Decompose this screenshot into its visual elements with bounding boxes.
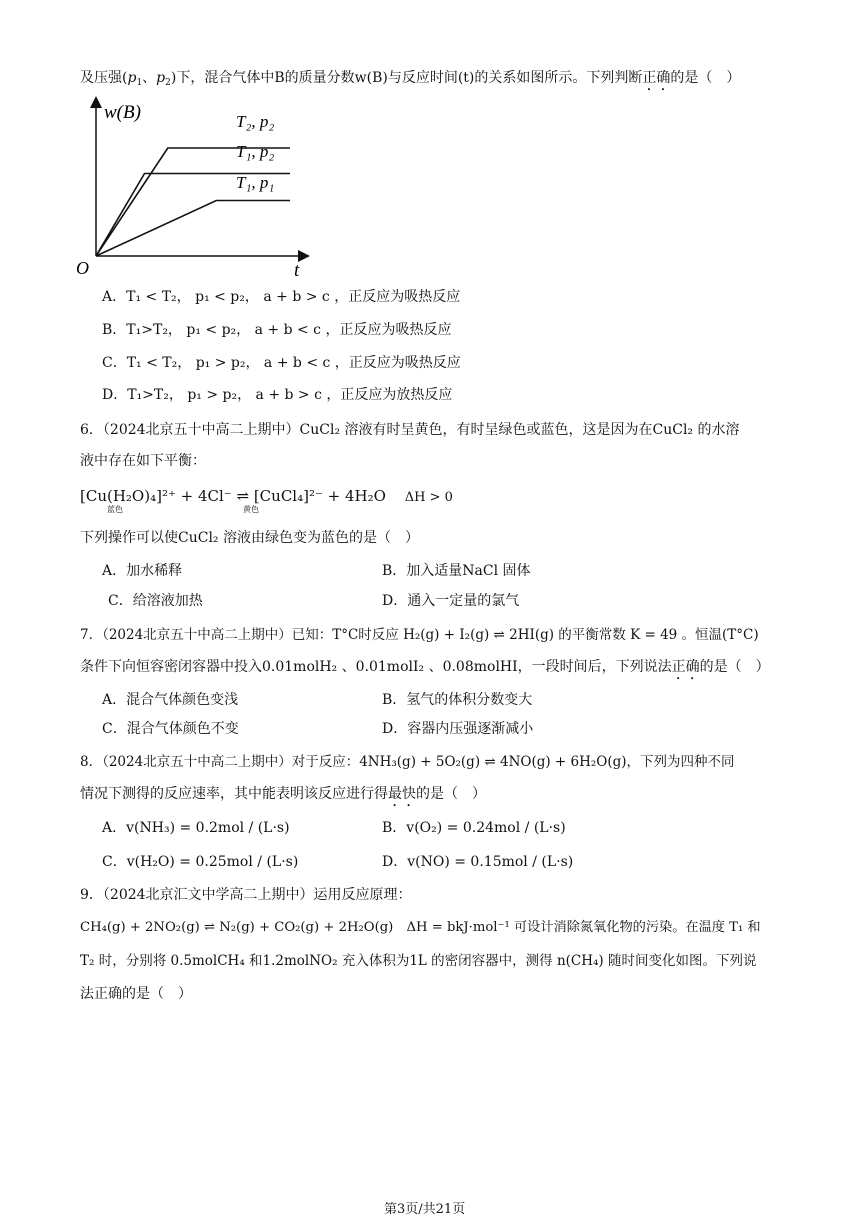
q9-line2: CH₄(g) + 2NO₂(g) ⇌ N₂(g) + CO₂(g) + 2H₂O(g) ΔH = bkJ·mol⁻¹ 可设计消除氮氧化物的污染。在温度 T₁ 和 — [80, 920, 761, 935]
curve-t2p2 — [96, 148, 290, 256]
q7-option-d-letter: D． — [382, 721, 408, 737]
q8-line1: 8．（2024北京五十中高二上期中）对于反应：4NH₃(g) + 5O₂(g) ⇌ 4NO(g) + 6H₂O(g)，下列为四种不同 — [80, 754, 735, 770]
q8-option-a-text: v(NH₃) = 0.2mol / (L·s) — [126, 820, 290, 836]
x-axis-label: t — [294, 260, 300, 281]
q8-option-a-letter: A． — [102, 820, 127, 836]
q8-option-d-text: v(NO) = 0.15mol / (L·s) — [407, 854, 574, 870]
q6-option-d-text: 通入一定量的氯气 — [407, 593, 520, 609]
q8-line2 — [80, 784, 486, 810]
q6-option-a-text: 加水稀释 — [126, 563, 183, 579]
q5-intro-p2-sub: 2 — [165, 78, 171, 88]
q6-option-b-text: 加入适量NaCl 固体 — [406, 563, 531, 579]
q7-option-c-letter: C． — [102, 721, 127, 737]
q6-equation-dh: ΔH > 0 — [404, 490, 453, 505]
q8-option-c-letter: C． — [102, 854, 127, 870]
q8-option-d — [382, 852, 573, 872]
y-axis-label: w(B) — [104, 102, 141, 123]
q6-equation-text: [Cu(H₂O)₄]²⁺ + 4Cl⁻ ⇌ [CuCl₄]²⁻ + 4H₂O — [80, 487, 386, 505]
q6-option-c — [108, 591, 203, 611]
q7-option-a — [102, 690, 238, 710]
q6-note-yellow: 黄色 — [243, 505, 259, 514]
q6-option-c-letter: C． — [108, 593, 133, 609]
curve-label-t1p2: T₁, p₂ — [236, 142, 275, 161]
q5-intro — [80, 68, 740, 94]
q8-option-b-text: v(O₂) = 0.24mol / (L·s) — [406, 820, 566, 836]
q5-option-c — [102, 353, 461, 373]
q7-option-d — [382, 719, 533, 739]
q6-line2: 液中存在如下平衡： — [80, 453, 206, 469]
q6-option-d — [382, 591, 519, 611]
q7-line2 — [80, 657, 770, 683]
q9-line1: 9．（2024北京汇文中学高二上期中）运用反应原理： — [80, 887, 412, 903]
q5-intro-a: 及压强( — [80, 70, 128, 86]
q6-line1: 6．（2024北京五十中高二上期中）CuCl₂ 溶液有时呈黄色，有时呈绿色或蓝色，这是因为在CuCl₂ 的水溶 — [80, 422, 740, 438]
q5-option-a — [102, 287, 460, 307]
q8-line2-b: 的是（ ） — [416, 786, 486, 802]
q8-option-d-letter: D． — [382, 854, 408, 870]
q6-note-blue: 蓝色 — [107, 505, 123, 514]
q7-option-b — [382, 690, 532, 710]
q6-option-a-letter: A． — [102, 563, 127, 579]
q5-option-b-letter: B． — [102, 322, 127, 338]
q7-option-a-letter: A． — [102, 692, 127, 708]
q6-option-b-letter: B． — [382, 563, 407, 579]
q5-intro-emphasis: 正确 — [642, 70, 671, 86]
q7-line2-b: 的是（ ） — [699, 659, 770, 675]
curve-label-t2p2: T₂, p₂ — [236, 112, 275, 131]
q6-question: 下列操作可以使CuCl₂ 溶液由绿色变为蓝色的是（ ） — [80, 530, 419, 546]
q6-option-b — [382, 561, 531, 581]
q9-line4: 法正确的是（ ） — [80, 986, 192, 1002]
q7-option-a-text: 混合气体颜色变浅 — [126, 692, 239, 708]
q7-line1: 7．（2024北京五十中高二上期中）已知：T°C时反应 H₂(g) + I₂(g) ⇌ 2HI(g) 的平衡常数 K = 49 。恒温(T°C) — [80, 627, 759, 643]
q5-option-d-letter: D． — [102, 387, 128, 403]
q5-intro-sep: 、 — [142, 70, 157, 86]
page-footer: 第3页/共21页 — [384, 1202, 466, 1217]
q8-option-b — [382, 818, 566, 838]
q5-option-b-text: T₁>T₂， p₁ < p₂， a + b < c ，正反应为吸热反应 — [126, 322, 452, 338]
curve-t1p1 — [96, 201, 290, 257]
q7-option-d-text: 容器内压强逐渐减小 — [407, 721, 534, 737]
curve-label-t1p1: T₁, p₁ — [236, 173, 275, 192]
q7-option-c-text: 混合气体颜色不变 — [126, 721, 239, 737]
q8-line2-emphasis: 最快 — [388, 786, 416, 802]
q8-line2-a: 情况下测得的反应速率，其中能表明该反应进行得 — [80, 786, 388, 802]
q5-option-a-text: T₁ < T₂， p₁ < p₂， a + b > c ，正反应为吸热反应 — [126, 289, 461, 305]
q5-chart — [72, 96, 312, 282]
origin-label: O — [76, 258, 89, 278]
q6-option-a — [102, 561, 182, 581]
q8-option-a — [102, 818, 290, 838]
q6-equation — [80, 486, 453, 508]
q5-intro-c: 的是（ ） — [670, 70, 741, 86]
q5-intro-p-symbol-2: p — [156, 70, 166, 86]
q8-option-b-letter: B． — [382, 820, 407, 836]
q7-line2-a: 条件下向恒容密闭容器中投入0.01molH₂ 、0.01molI₂ 、0.08molHI，一段时间后，下列说法 — [80, 659, 672, 675]
q5-option-d — [102, 385, 452, 405]
q5-intro-p1-sub: 1 — [136, 78, 143, 88]
q6-option-c-text: 给溶液加热 — [132, 593, 203, 609]
q6-option-d-letter: D． — [382, 593, 408, 609]
q5-option-a-letter: A． — [102, 289, 127, 305]
q5-option-d-text: T₁>T₂， p₁ > p₂， a + b > c ，正反应为放热反应 — [127, 387, 453, 403]
q7-option-b-text: 氢气的体积分数变大 — [406, 692, 533, 708]
q5-option-b — [102, 320, 451, 340]
q7-option-c — [102, 719, 239, 739]
q9-line3: T₂ 时，分别将 0.5molCH₄ 和1.2molNO₂ 充入体积为1L 的密闭容器中，测得 n(CH₄) 随时间变化如图。下列说 — [80, 953, 757, 969]
q7-option-b-letter: B． — [382, 692, 407, 708]
q5-option-c-letter: C． — [102, 355, 127, 371]
q8-option-c — [102, 852, 298, 872]
q5-option-c-text: T₁ < T₂， p₁ > p₂， a + b < c ，正反应为吸热反应 — [126, 355, 461, 371]
q8-option-c-text: v(H₂O) = 0.25mol / (L·s) — [126, 854, 299, 870]
q5-intro-p-symbol: p — [127, 70, 137, 86]
q5-intro-b: )下，混合气体中B的质量分数w(B)与反应时间(t)的关系如图所示。下列判断 — [170, 70, 643, 86]
q7-line2-emphasis: 正确 — [671, 659, 700, 675]
